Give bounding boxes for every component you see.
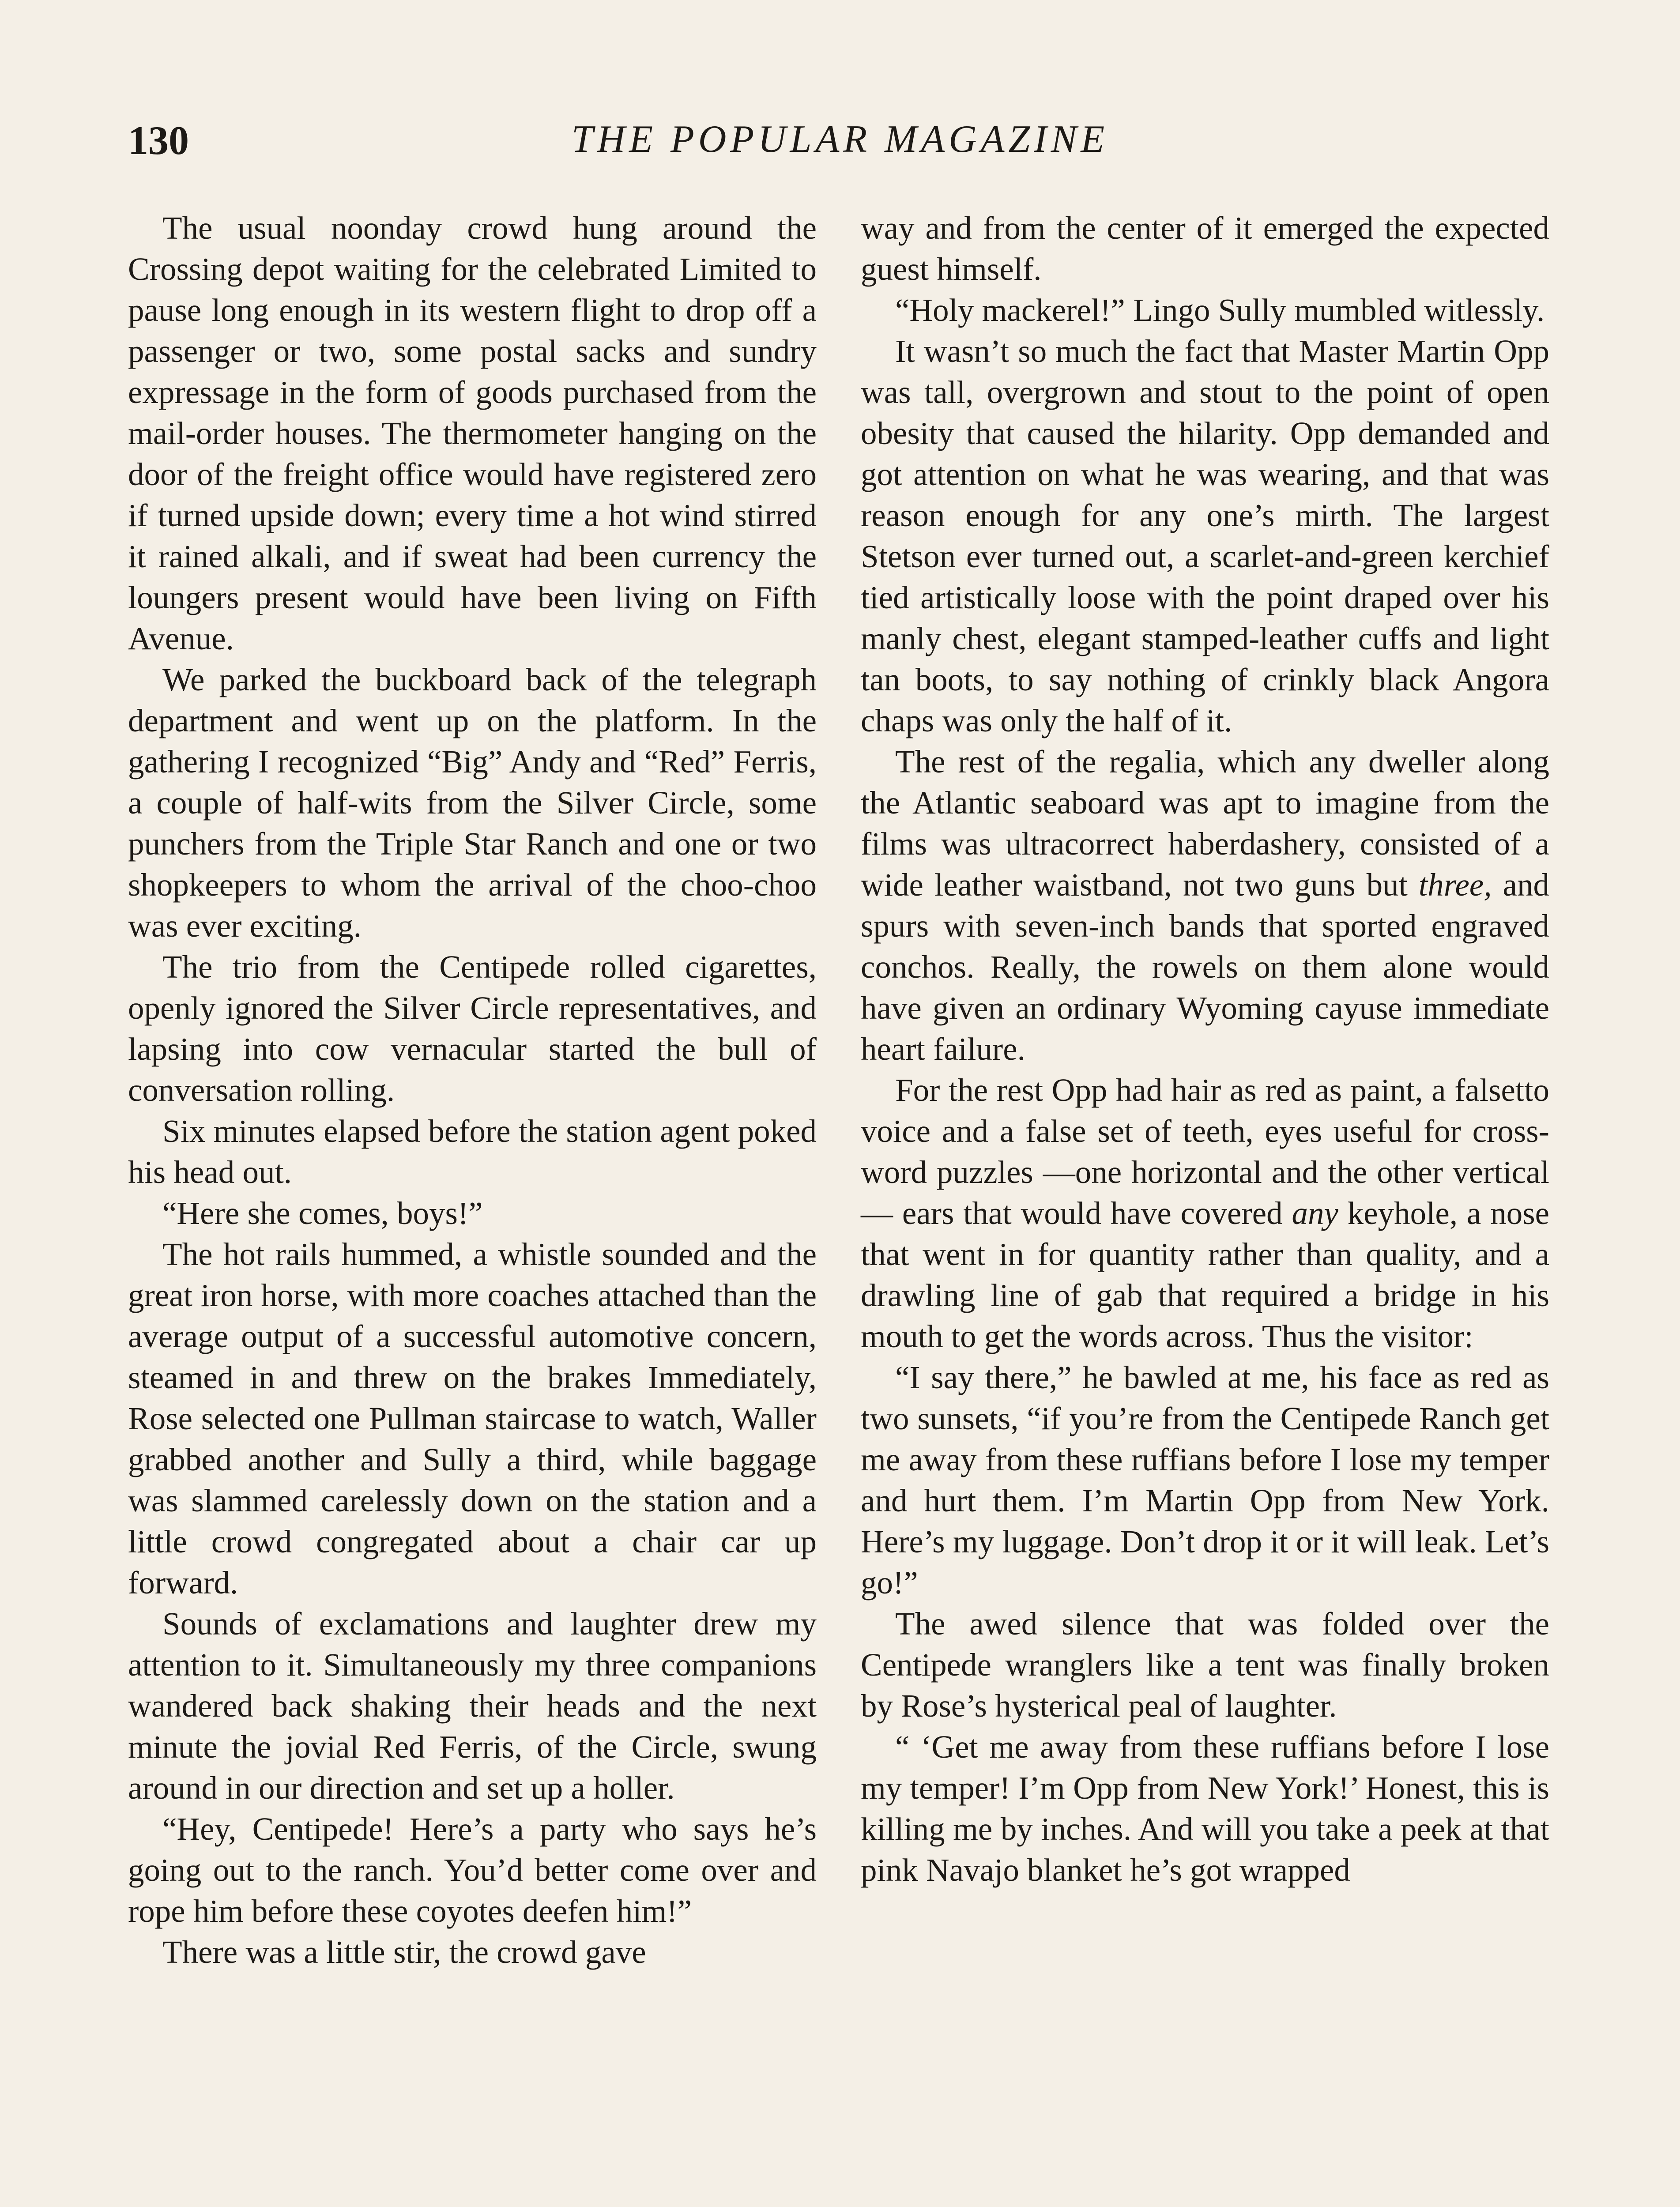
paragraph [861, 1070, 1549, 1357]
paragraph [861, 741, 1549, 1070]
paragraph: “ ‘Get me away from these ruffians before I lose my temper! I’m Opp from New York!’ Honest, this is killing me by inches. And will you take a peek at that pink Navajo blanket he’s got wrapped [861, 1729, 1549, 1888]
paragraph: It wasn’t so much the fact that Master Martin Opp was tall, overgrown and stout to the point of open obesity that caused the hilarity. Opp demanded and got attention on what he was wearing, and that was reason enough for any one’s mirth. The largest Stetson ever turned out, a scarlet-and-green kerchief tied artistically loose with the point draped over his manly chest, elegant stamped-leather cuffs and light tan boots, to say nothing of crinkly black Angora chaps was only the half of it. [861, 333, 1549, 738]
italic-emphasis: any [1292, 1195, 1338, 1231]
paragraph: “Here she comes, boys!” [162, 1195, 483, 1231]
paragraph: Sounds of exclamations and laughter drew my attention to it. Simultaneously my three companions wandered back shaking their heads and the next minute the jovial Red Ferris, of the Circle, swung around in our direction and set up a holler. [128, 1606, 817, 1806]
page-number: 130 [128, 118, 189, 163]
left-column [128, 207, 817, 1973]
paragraph-continuation: way and from the center of it emerged the expected guest himself. [861, 210, 1549, 287]
paragraph: There was a little stir, the crowd gave [162, 1934, 646, 1970]
text-run: and spurs with seven-inch bands that sported engraved conchos. Really, the rowels on them alone would have given an ordinary Wyoming cayuse immediate heart failure. [861, 867, 1549, 1067]
paragraph: Six minutes elapsed before the station agent poked his head out. [128, 1113, 817, 1190]
right-column [861, 207, 1549, 1891]
paragraph: “Hey, Centipede! Here’s a party who says he’s going out to the ranch. You’d better come over and rope him before these coyotes deefen him!” [128, 1811, 817, 1929]
paragraph: The usual noonday crowd hung around the Crossing depot waiting for the celebrated Limited to pause long enough in its western flight to drop off a passenger or two, some postal sacks and sundry expressage in the form of goods purchased from the mail-order houses. The thermometer hanging on the door of the freight office would have registered zero if turned upside down; every time a hot wind stirred it rained alkali, and if sweat had been currency the loungers present would have been living on Fifth Avenue. [128, 210, 817, 656]
paragraph: The trio from the Centipede rolled cigarettes, openly ignored the Silver Circle representatives, and lapsing into cow vernacular started the bull of conversation rolling. [128, 949, 817, 1108]
paragraph: “I say there,” he bawled at me, his face as red as two sunsets, “if you’re from the Centipede Ranch get me away from these ruffians before I lose my temper and hurt them. I’m Martin Opp from New York. Here’s my luggage. Don’t drop it or it will leak. Let’s go!” [861, 1360, 1549, 1601]
paragraph: We parked the buckboard back of the telegraph department and went up on the platform. In the gathering I recognized “Big” Andy and “Red” Ferris, a couple of half-wits from the Silver Circle, some punchers from the Triple Star Ranch and one or two shopkeepers to whom the arrival of the choo-choo was ever exciting. [128, 662, 817, 944]
text-run: keyhole, a nose that went in for quantity rather than quality, and a drawling line of gab that required a bridge in his mouth to get the words across. Thus the visitor: [861, 1195, 1549, 1354]
text-run: The rest of the regalia, which any dweller along the Atlantic seaboard was apt to imagine from the films was ultracorrect haberdashery, consisted of a wide leather waistband, not two guns but [861, 744, 1549, 903]
paragraph: The hot rails hummed, a whistle sounded and the great iron horse, with more coaches attached than the average output of a successful automotive concern, steamed in and threw on the brakes Immediately, Rose selected one Pullman staircase to watch, Waller grabbed another and Sully a third, while baggage was slammed carelessly down on the station and a little crowd congregated about a chair car up forward. [128, 1236, 817, 1601]
running-head: THE POPULAR MAGAZINE [571, 118, 1109, 161]
paragraph: The awed silence that was folded over the Centipede wranglers like a tent was finally broken by Rose’s hysterical peal of laughter. [861, 1606, 1549, 1724]
italic-emphasis: three, [1419, 867, 1492, 903]
text-run: For the rest Opp had hair as red as paint, a falsetto voice and a false set of teeth, eyes useful for cross-word puzzles —one horizontal and the other vertical— ears that would have covered [861, 1072, 1549, 1231]
paragraph: “Holy mackerel!” Lingo Sully mumbled witlessly. [895, 292, 1545, 328]
